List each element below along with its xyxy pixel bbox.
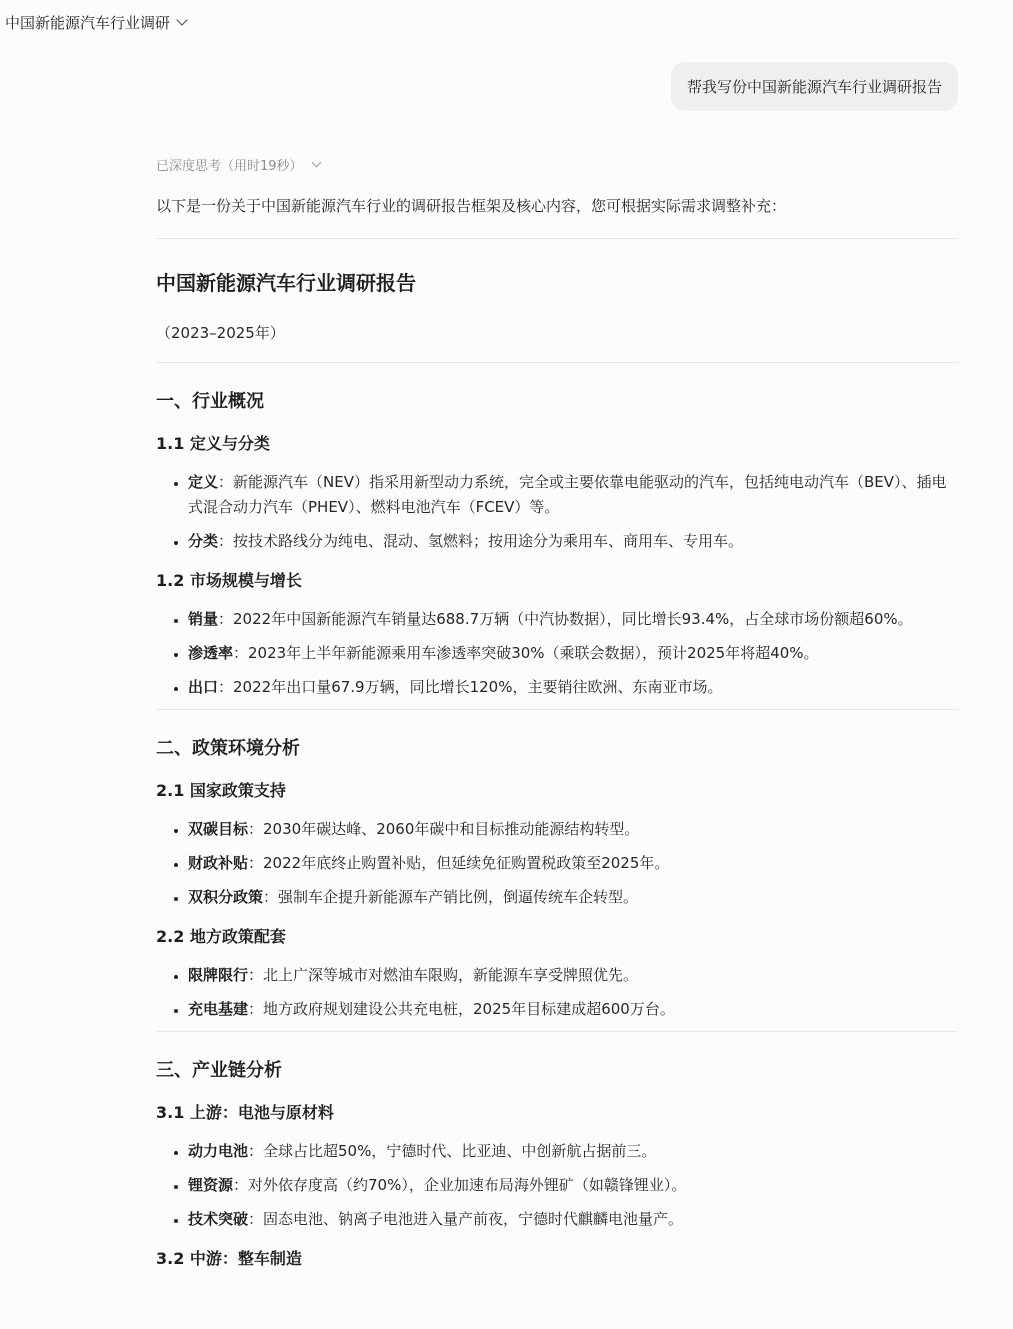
list-item: [188, 963, 958, 988]
item-text: ：北上广深等城市对燃油车限购，新能源车享受牌照优先。: [248, 966, 639, 984]
report-title: 中国新能源汽车行业调研报告: [156, 271, 416, 295]
divider: [156, 362, 958, 363]
bullet-list: [156, 963, 958, 1022]
assistant-response: [156, 195, 958, 1269]
report-subtitle: （2023–2025年）: [156, 324, 285, 342]
item-text: ：2022年中国新能源汽车销量达688.7万辆（中汽协数据），同比增长93.4%，占全球市场份额超60%。: [218, 610, 913, 628]
item-label: 技术突破: [188, 1210, 249, 1228]
thinking-toggle[interactable]: [156, 155, 320, 174]
list-item: [188, 675, 958, 700]
list-item: [188, 529, 958, 554]
list-item: [188, 470, 958, 520]
chevron-down-icon: [176, 14, 187, 25]
item-text: ：对外依存度高（约70%），企业加速布局海外锂矿（如赣锋锂业）。: [233, 1176, 687, 1194]
divider: [156, 238, 958, 239]
item-label: 销量: [188, 610, 219, 628]
item-label: 充电基建: [188, 1000, 249, 1018]
item-text: ：2022年底终止购置补贴，但延续免征购置税政策至2025年。: [248, 854, 670, 872]
subsection-heading: 1.2 市场规模与增长: [156, 571, 302, 590]
item-label: 双积分政策: [188, 888, 264, 906]
divider: [156, 1031, 958, 1032]
item-label: 双碳目标: [188, 820, 249, 838]
list-item: [188, 607, 958, 632]
item-text: ：按技术路线分为纯电、混动、氢燃料；按用途分为乘用车、商用车、专用车。: [218, 532, 744, 550]
conversation-title-menu[interactable]: [5, 12, 186, 33]
list-item: [188, 817, 958, 842]
section-heading: 三、产业链分析: [156, 1060, 282, 1081]
item-text: ：地方政府规划建设公共充电桩，2025年目标建成超600万台。: [248, 1000, 675, 1018]
subsection-heading: 1.1 定义与分类: [156, 434, 270, 453]
subsection-heading: 3.2 中游：整车制造: [156, 1249, 302, 1268]
thinking-label: 已深度思考（用时19秒）: [156, 159, 303, 174]
user-message-bubble: [671, 62, 958, 111]
bullet-list: [156, 607, 958, 700]
list-item: [188, 1173, 958, 1198]
list-item: [188, 1139, 958, 1164]
user-message-text: 帮我写份中国新能源汽车行业调研报告: [686, 78, 942, 96]
bullet-list: [156, 1139, 958, 1232]
section-heading: 一、行业概况: [156, 391, 264, 412]
item-label: 定义: [188, 473, 219, 491]
item-text: ：固态电池、钠离子电池进入量产前夜，宁德时代麒麟电池量产。: [248, 1210, 684, 1228]
list-item: [188, 997, 958, 1022]
item-label: 出口: [188, 678, 219, 696]
item-text: ：强制车企提升新能源车产销比例，倒逼传统车企转型。: [263, 888, 639, 906]
list-item: [188, 885, 958, 910]
item-text: ：2023年上半年新能源乘用车渗透率突破30%（乘联会数据），预计2025年将超40%。: [233, 644, 819, 662]
item-label: 限牌限行: [188, 966, 249, 984]
divider: [156, 709, 958, 710]
list-item: [188, 641, 958, 666]
item-label: 动力电池: [188, 1142, 249, 1160]
bullet-list: [156, 817, 958, 910]
subsection-heading: 3.1 上游：电池与原材料: [156, 1103, 334, 1122]
conversation-title: 中国新能源汽车行业调研: [5, 14, 171, 32]
item-label: 财政补贴: [188, 854, 249, 872]
item-label: 分类: [188, 532, 219, 550]
subsection-heading: 2.1 国家政策支持: [156, 781, 286, 800]
chevron-down-icon: [311, 157, 321, 167]
subsection-heading: 2.2 地方政策配套: [156, 927, 286, 946]
list-item: [188, 851, 958, 876]
list-item: [188, 1207, 958, 1232]
bullet-list: [156, 470, 958, 554]
item-text: ：2030年碳达峰、2060年碳中和目标推动能源结构转型。: [248, 820, 640, 838]
intro-text: 以下是一份关于中国新能源汽车行业的调研报告框架及核心内容，您可根据实际需求调整补充：: [156, 197, 787, 215]
item-text: ：全球占比超50%，宁德时代、比亚迪、中创新航占据前三。: [248, 1142, 657, 1160]
section-heading: 二、政策环境分析: [156, 738, 300, 759]
item-text: ：新能源汽车（NEV）指采用新型动力系统，完全或主要依靠电能驱动的汽车，包括纯电动汽车（BEV）、插电式混合动力汽车（PHEV）、燃料电池汽车（FCEV）等。: [188, 473, 947, 516]
item-label: 锂资源: [188, 1176, 234, 1194]
item-label: 渗透率: [188, 644, 234, 662]
item-text: ：2022年出口量67.9万辆，同比增长120%，主要销往欧洲、东南亚市场。: [218, 678, 723, 696]
